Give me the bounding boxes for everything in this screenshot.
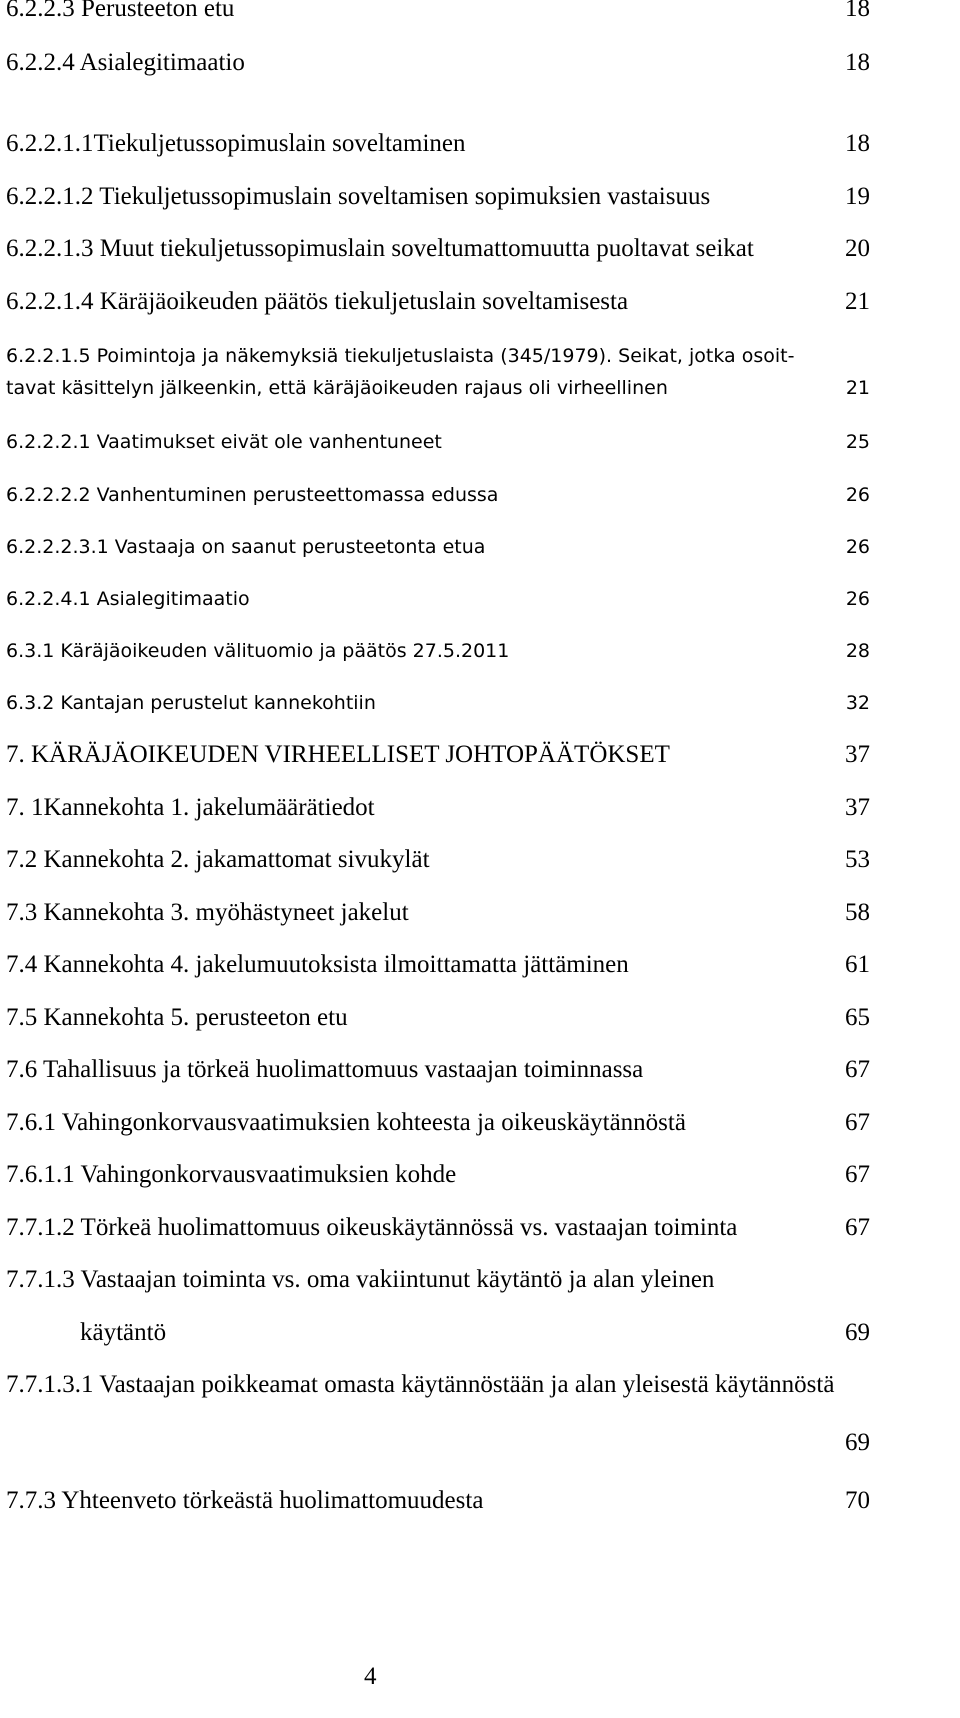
toc-entry-text: 7. 1Kannekohta 1. jakelumäärätiedot [6,794,375,821]
page-number: 4 [364,1663,377,1690]
toc-entry-text: 7.5 Kannekohta 5. perusteeton etu [6,1004,348,1031]
toc-entry-page: 69 [845,1319,870,1346]
toc-entry-text: käytäntö [80,1319,167,1346]
toc-entry-text: 7.6 Tahallisuus ja törkeä huolimattomuus vastaajan toiminnassa [6,1056,644,1083]
toc-entry-page: 26 [845,484,870,506]
toc-entry-page: 21 [845,288,870,315]
toc-entry-page: 21 [845,377,870,399]
toc-entry-text: 7.6.1 Vahingonkorvausvaatimuksien kohteesta ja oikeuskäytännöstä [6,1109,686,1136]
toc-entry-text: 6.2.2.2.2 Vanhentuminen perusteettomassa edussa [6,484,499,506]
toc-entry-text: 7.7.3 Yhteenveto törkeästä huolimattomuudesta [6,1487,484,1514]
toc-entry-page: 19 [845,183,870,210]
toc-entry-page: 32 [845,692,870,714]
toc-entry-page: 58 [845,899,870,926]
toc-entry-text: 7.3 Kannekohta 3. myöhästyneet jakelut [6,899,409,926]
toc-entry-page: 26 [845,536,870,558]
toc-entry-page: 28 [845,640,870,662]
toc-entry-text: 6.2.2.1.1Tiekuljetussopimuslain soveltaminen [6,130,466,157]
toc-entry-page: 69 [845,1429,870,1456]
toc-entry-text: 7.6.1.1 Vahingonkorvausvaatimuksien kohde [6,1161,457,1188]
toc-entry-page: 37 [845,741,870,768]
toc-entry-page: 67 [845,1056,870,1083]
toc-entry-text: 7.7.1.3.1 Vastaajan poikkeamat omasta käytännöstään ja alan yleisestä käytännöstä [6,1371,835,1398]
toc-entry-text: 7.7.1.3 Vastaajan toiminta vs. oma vakiintunut käytäntö ja alan yleinen [6,1266,715,1293]
toc-entry-text: 6.2.2.1.5 Poimintoja ja näkemyksiä tiekuljetuslaista (345/1979). Seikat, jotka osoit- [6,345,795,367]
toc-entry-text: 6.2.2.1.3 Muut tiekuljetussopimuslain soveltumattomuutta puoltavat seikat [6,235,754,262]
toc-entry-text: 6.2.2.4.1 Asialegitimaatio [6,588,250,610]
toc-entry-text: 6.3.2 Kantajan perustelut kannekohtiin [6,692,376,714]
toc-entry-page: 18 [845,0,870,22]
toc-entry-text: 6.2.2.2.3.1 Vastaaja on saanut perusteetonta etua [6,536,486,558]
toc-entry-text: 7.4 Kannekohta 4. jakelumuutoksista ilmoittamatta jättäminen [6,951,629,978]
toc-entry-page: 67 [845,1161,870,1188]
toc-entry-text: 6.3.1 Käräjäoikeuden välituomio ja päätös 27.5.2011 [6,640,510,662]
toc-entry-page: 67 [845,1214,870,1241]
toc-entry-page: 26 [845,588,870,610]
toc-entry-text: 6.2.2.3 Perusteeton etu [6,0,235,22]
toc-entry-text: 6.2.2.1.2 Tiekuljetussopimuslain soveltamisen sopimuksien vastaisuus [6,183,711,210]
toc-entry-text: 6.2.2.2.1 Vaatimukset eivät ole vanhentuneet [6,431,442,453]
toc-entry-page: 61 [845,951,870,978]
toc-entry-text: 7.2 Kannekohta 2. jakamattomat sivukylät [6,846,430,873]
toc-entry-page: 37 [845,794,870,821]
toc-entry-text: 6.2.2.1.4 Käräjäoikeuden päätös tiekuljetuslain soveltamisesta [6,288,629,315]
toc-entry-text: 6.2.2.4 Asialegitimaatio [6,49,245,76]
toc-entry-text: 7.7.1.2 Törkeä huolimattomuus oikeuskäytännössä vs. vastaajan toiminta [6,1214,738,1241]
toc-entry-page: 25 [845,431,870,453]
toc-entry-page: 70 [845,1487,870,1514]
toc-entry-page: 20 [845,235,870,262]
toc-entry-page: 53 [845,846,870,873]
toc-entry-text: 7. KÄRÄJÄOIKEUDEN VIRHEELLISET JOHTOPÄÄTÖKSET [6,741,670,768]
toc-entry-page: 18 [845,49,870,76]
toc-entry-page: 65 [845,1004,870,1031]
toc-entry-page: 67 [845,1109,870,1136]
toc-entry-page: 18 [845,130,870,157]
toc-entry-text: tavat käsittelyn jälkeenkin, että käräjäoikeuden rajaus oli virheellinen [6,377,668,399]
